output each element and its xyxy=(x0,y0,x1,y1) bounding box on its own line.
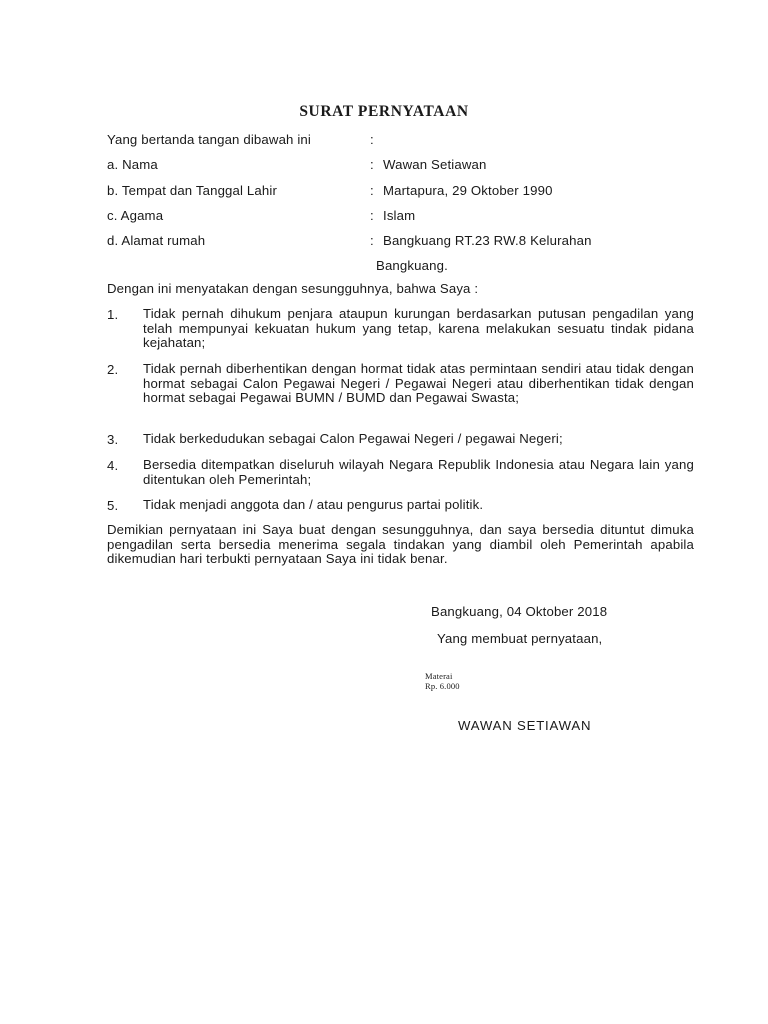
stamp-duty-note xyxy=(425,672,460,691)
list-number: 4. xyxy=(107,458,119,473)
field-value: Martapura, 29 Oktober 1990 xyxy=(383,183,553,198)
list-number: 5. xyxy=(107,498,119,513)
list-number: 2. xyxy=(107,362,119,377)
list-text: Tidak menjadi anggota dan / atau pengurus partai politik. xyxy=(143,497,484,512)
signatory-name: WAWAN SETIAWAN xyxy=(458,718,592,733)
field-colon: : xyxy=(370,208,374,223)
list-number: 3. xyxy=(107,432,119,447)
document-title: SURAT PERNYATAAN xyxy=(299,103,469,120)
signature-maker-label: Yang membuat pernyataan, xyxy=(437,631,603,646)
field-value: Wawan Setiawan xyxy=(383,157,487,172)
stamp-line-1: Materai xyxy=(425,671,453,681)
field-value-continuation: Bangkuang. xyxy=(376,258,448,273)
field-value: Bangkuang RT.23 RW.8 Kelurahan xyxy=(383,233,592,248)
field-label: c. Agama xyxy=(107,208,164,223)
list-text: Tidak pernah dihukum penjara ataupun kurungan berdasarkan putusan pengadilan yang telah mempunyai kekuatan hukum yang tetap, karena melakukan sesuatu tindak pidana kejahatan; xyxy=(143,306,694,351)
intro-colon: : xyxy=(370,132,374,147)
stamp-line-2: Rp. 6.000 xyxy=(425,680,460,691)
field-colon: : xyxy=(370,183,374,198)
field-label: d. Alamat rumah xyxy=(107,233,206,248)
signature-place-date: Bangkuang, 04 Oktober 2018 xyxy=(431,604,608,619)
field-label: b. Tempat dan Tanggal Lahir xyxy=(107,183,277,198)
field-label: a. Nama xyxy=(107,157,158,172)
field-value: Islam xyxy=(383,208,416,223)
list-text: Bersedia ditempatkan diseluruh wilayah Negara Republik Indonesia atau Negara lain yang ditentukan oleh Pemerintah; xyxy=(143,457,694,487)
declaration-intro: Dengan ini menyatakan dengan sesungguhnya, bahwa Saya : xyxy=(107,281,479,296)
list-number: 1. xyxy=(107,307,119,322)
list-text: Tidak pernah diberhentikan dengan hormat tidak atas permintaan sendiri atau tidak dengan hormat sebagai Calon Pegawai Negeri / Pegawai Negeri atau diberhentikan tidak dengan hormat sebagai Pegawai BUMN / BUMD dan Pegawai Swasta; xyxy=(143,361,694,406)
field-colon: : xyxy=(370,157,374,172)
closing-paragraph: Demikian pernyataan ini Saya buat dengan sesungguhnya, dan saya bersedia dituntut dimuka pengadilan serta bersedia menerima segala tindakan yang diambil oleh Pemerintah apabila dikemudian hari terbukti pernyataan Saya ini tidak benar. xyxy=(107,522,694,567)
field-colon: : xyxy=(370,233,374,248)
list-text: Tidak berkedudukan sebagai Calon Pegawai Negeri / pegawai Negeri; xyxy=(143,431,563,446)
intro-label: Yang bertanda tangan dibawah ini xyxy=(107,132,311,147)
